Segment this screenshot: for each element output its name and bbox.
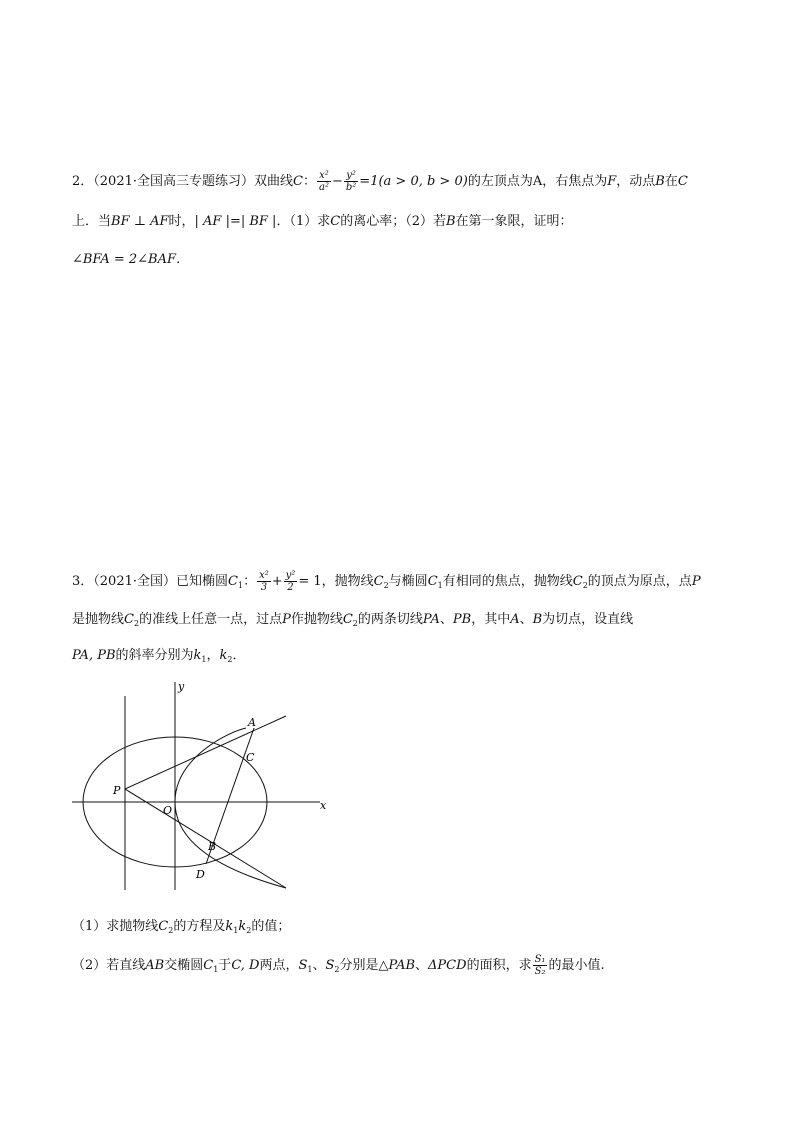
q2-l2-C: C: [330, 214, 341, 229]
q3-C2: C: [373, 574, 384, 589]
q3-l2-text-4: 的两条切线: [357, 612, 423, 627]
q3-p2-text-6: 的面积，求: [466, 958, 532, 973]
q2-colon: ：: [302, 174, 316, 189]
q3-text-2: ，抛物线: [321, 574, 374, 589]
q3-B: B: [532, 612, 543, 627]
q3-text-3: 与椭圆: [388, 574, 428, 589]
q2-B: B: [655, 174, 665, 189]
label-a: A: [248, 716, 256, 729]
q3-C1b: C: [427, 574, 438, 589]
q2-frac-y: $\frac{\text{y²}}{\text{b²}}$: [345, 170, 357, 193]
q2-text: 双曲线: [254, 174, 294, 189]
q3-p2-text-7: 的最小值.: [548, 958, 605, 973]
q3-colon: ：: [243, 574, 257, 589]
q3-C1b-sub: 1: [437, 581, 443, 590]
q3-p2-frac: $\frac{\text{S₁}}{\text{S₂}}$: [534, 954, 546, 977]
q3-p1-text-3: 的值；: [251, 919, 291, 934]
q3-C2-sub: 2: [383, 581, 389, 590]
q3-C1-sub: 1: [237, 581, 244, 590]
q2-curve: C: [293, 174, 303, 189]
q2-eq-rhs: =1(a > 0, b > 0): [359, 174, 468, 189]
q2-l2-text-2: 时，: [168, 214, 195, 229]
q3-line-1: [72, 570, 732, 596]
q3-p1-k2: k: [238, 919, 247, 934]
q2-condition: BF ⊥ AF: [111, 214, 169, 229]
q3-p2-dun: 、: [312, 958, 326, 973]
q3-l2-text-1: 是抛物线: [72, 612, 125, 627]
q2-l2-text-5: 在第一象限，证明：: [455, 214, 573, 229]
q3-p2-C: C: [203, 958, 214, 973]
geometry-figure: [68, 676, 338, 896]
q3-plus: +: [271, 574, 283, 589]
q3-l2-C: C: [124, 612, 134, 627]
q3-p2-tri2: ΔPCD: [428, 958, 467, 973]
q3-l3-lines: PA, PB: [72, 648, 116, 663]
q3-p2-text-4: 两点，: [259, 958, 299, 973]
q3-p2-text-5: 分别是: [339, 958, 379, 973]
q3-period: ．: [232, 648, 246, 663]
q3-p2-tri1: △PAB: [378, 958, 416, 973]
figure-svg: [68, 676, 338, 896]
q3-p2-C-sub: 1: [213, 965, 219, 974]
q3-k1: k: [193, 648, 202, 663]
q3-p2-AB: AB: [145, 958, 165, 973]
q3-text: 已知椭圆: [176, 574, 229, 589]
q3-k2: k: [219, 648, 228, 663]
q3-PA: PA: [422, 612, 440, 627]
q3-l3-text: 的斜率分别为: [115, 648, 194, 663]
q2-text-2: 的左顶点为A，右焦点为: [467, 174, 608, 189]
q3-line-3: [72, 646, 732, 670]
q3-source: （2021·全国）: [93, 574, 176, 589]
label-d: D: [196, 868, 205, 881]
q3-dun: 、: [439, 612, 453, 627]
q3-p1-text-2: 的方程及: [173, 919, 226, 934]
q2-abs: | AF |=| BF |: [194, 214, 277, 229]
q3-C2b-sub: 2: [582, 581, 588, 590]
q2-text-4: 在: [664, 174, 678, 189]
q3-p1-k1: k: [225, 919, 234, 934]
q3-p1-k2-sub: 2: [246, 926, 252, 935]
label-y: y: [178, 680, 185, 693]
label-c: C: [246, 751, 255, 764]
q3-l2-C2-sub: 2: [352, 619, 358, 628]
q3-C1: C: [228, 574, 238, 589]
q2-F: F: [607, 174, 617, 189]
parabola-c2: [175, 728, 286, 888]
q3-l2-text-6: 为切点，设直线: [542, 612, 634, 627]
q3-p2-S1: S: [298, 958, 308, 973]
tangent-pb: [125, 789, 286, 888]
label-p: P: [113, 784, 121, 797]
q3-p2-S1-sub: 1: [307, 965, 313, 974]
q2-minus: −: [331, 174, 343, 189]
q3-number: 3．: [72, 574, 94, 589]
q3-P: P: [691, 574, 701, 589]
label-o: O: [163, 804, 173, 817]
q3-p1-text-1: （1）求抛物线: [72, 919, 159, 934]
q3-p1-C: C: [158, 919, 169, 934]
q3-k1-sub: 1: [201, 655, 207, 664]
q3-PB: PB: [452, 612, 472, 627]
q3-comma: ，: [206, 648, 220, 663]
q3-text-4: 有相同的焦点，抛物线: [442, 574, 573, 589]
q3-C2b: C: [572, 574, 583, 589]
q2-number: 2．: [72, 174, 94, 189]
q3-l2-text-3: 作抛物线: [290, 612, 343, 627]
q3-p1-C-sub: 2: [168, 926, 174, 935]
q3-p2-dun2: 、: [415, 958, 429, 973]
q2-l2-B: B: [445, 214, 456, 229]
q2-line-1: [72, 170, 732, 193]
q3-p2-S2-sub: 2: [334, 965, 340, 974]
q3-p2-CD: C, D: [231, 958, 260, 973]
tangent-pa: [125, 716, 286, 789]
q3-eq: = 1: [298, 574, 322, 589]
q2-line-2: [72, 212, 732, 232]
q2-line-3: ∠BFA = 2∠BAF．: [72, 252, 190, 267]
q3-p2-text-3: 于: [218, 958, 232, 973]
q2-l2-text-3: ．（1）求: [276, 214, 331, 229]
label-x: x: [320, 799, 327, 812]
q2-C: C: [677, 174, 688, 189]
q3-l2-C2: C: [342, 612, 353, 627]
q2-text-3: ，动点: [616, 174, 656, 189]
q3-l2-text-5: ，其中: [471, 612, 511, 627]
q3-part-2: [72, 954, 732, 980]
q2-l2-text-1: 上．当: [72, 214, 112, 229]
q2-frac-x: $\frac{\text{x²}}{\text{a²}}$: [318, 170, 329, 193]
q3-l2-text-2: 的准线上任意一点，过点: [139, 612, 283, 627]
q3-l2-C-sub: 2: [133, 619, 140, 628]
q2-l2-text-4: 的离心率；（2）若: [340, 214, 446, 229]
q3-p2-text-1: （2）若直线: [72, 958, 146, 973]
q3-dun2: 、: [519, 612, 533, 627]
q3-l2-P: P: [282, 612, 291, 627]
q3-line-2: [72, 610, 732, 634]
q3-part-1: [72, 917, 732, 941]
label-b: B: [208, 840, 217, 853]
q2-source: （2021·全国高三专题练习）: [93, 174, 254, 189]
q3-p1-k1-sub: 1: [233, 926, 239, 935]
q3-k2-sub: 2: [227, 655, 233, 664]
q3-A: A: [510, 612, 520, 627]
q3-frac-y: $\frac{\text{y²}}{2}$: [285, 570, 296, 593]
q3-frac-x: $\frac{\text{x²}}{3}$: [259, 570, 269, 593]
q3-p2-text-2: 交椭圆: [164, 958, 204, 973]
q3-text-5: 的顶点为原点，点: [587, 574, 692, 589]
q3-p2-S2: S: [325, 958, 335, 973]
